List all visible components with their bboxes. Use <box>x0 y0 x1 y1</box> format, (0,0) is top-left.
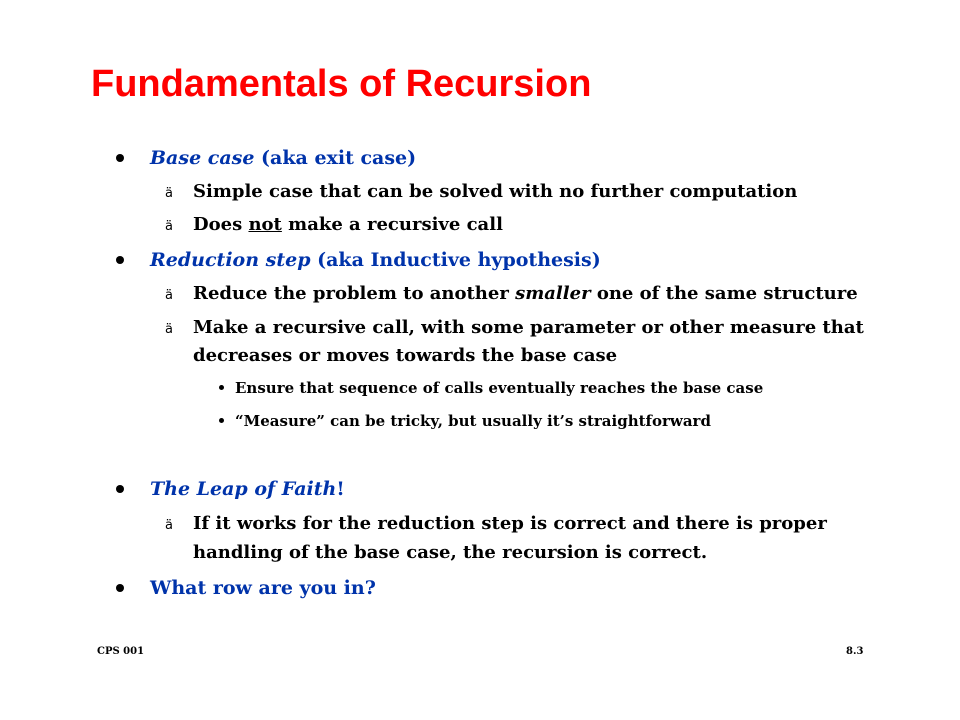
small-dot-bullet-icon <box>219 385 224 390</box>
sub-bullet-text-post: make a recursive call <box>281 214 503 235</box>
arrow-bullet-icon: ä <box>165 322 173 337</box>
arrow-bullet-icon: ä <box>165 288 173 303</box>
bullet-leap-of-faith-rest: ! <box>336 478 345 500</box>
sub-bullet-leap-line-1: If it works for the reduction step is correct and there is proper <box>193 513 827 534</box>
small-dot-bullet-icon <box>219 418 224 423</box>
bullet-dot-icon <box>116 485 124 493</box>
sub-bullet-text-post: one of the same structure <box>590 283 858 304</box>
bullet-reduction-step-term: Reduction step <box>150 249 311 271</box>
arrow-bullet-icon: ä <box>165 186 173 201</box>
detail-sequence-of-calls: Ensure that sequence of calls eventually reaches the base case <box>235 379 764 397</box>
bullet-leap-of-faith <box>150 476 345 502</box>
bullet-base-case-rest: (aka exit case) <box>254 147 417 169</box>
bullet-reduction-step <box>150 247 601 273</box>
slide-title: Fundamentals of Recursion <box>91 63 592 105</box>
bullet-dot-icon <box>116 584 124 592</box>
sub-bullet-text-pre: Reduce the problem to another <box>193 283 516 304</box>
sub-bullet-no-recursive-call <box>193 212 503 238</box>
bullet-base-case <box>150 145 416 171</box>
arrow-bullet-icon: ä <box>165 219 173 234</box>
footer-page-number: 8.3 <box>846 646 864 657</box>
sub-bullet-text-pre: Does <box>193 214 249 235</box>
bullet-base-case-term: Base case <box>150 147 255 169</box>
sub-bullet-leap-line-2: handling of the base case, the recursion is correct. <box>193 542 708 563</box>
bullet-what-row: What row are you in? <box>150 577 376 599</box>
bullet-dot-icon <box>116 256 124 264</box>
bullet-dot-icon <box>116 154 124 162</box>
arrow-bullet-icon: ä <box>165 518 173 533</box>
sub-bullet-simple-case: Simple case that can be solved with no further computation <box>193 181 798 202</box>
bullet-reduction-step-rest: (aka Inductive hypothesis) <box>310 249 601 271</box>
bullet-leap-of-faith-term: The Leap of Faith <box>150 478 337 500</box>
sub-bullet-recursive-call-line-2: decreases or moves towards the base case <box>193 345 618 366</box>
sub-bullet-emphasis: not <box>248 214 282 235</box>
sub-bullet-recursive-call-line-1: Make a recursive call, with some parameter or other measure that <box>193 317 864 338</box>
sub-bullet-emphasis: smaller <box>515 283 591 304</box>
sub-bullet-reduce-problem <box>193 281 858 307</box>
footer-course: CPS 001 <box>97 646 145 657</box>
detail-measure-tricky: “Measure” can be tricky, but usually it’s straightforward <box>235 412 711 430</box>
